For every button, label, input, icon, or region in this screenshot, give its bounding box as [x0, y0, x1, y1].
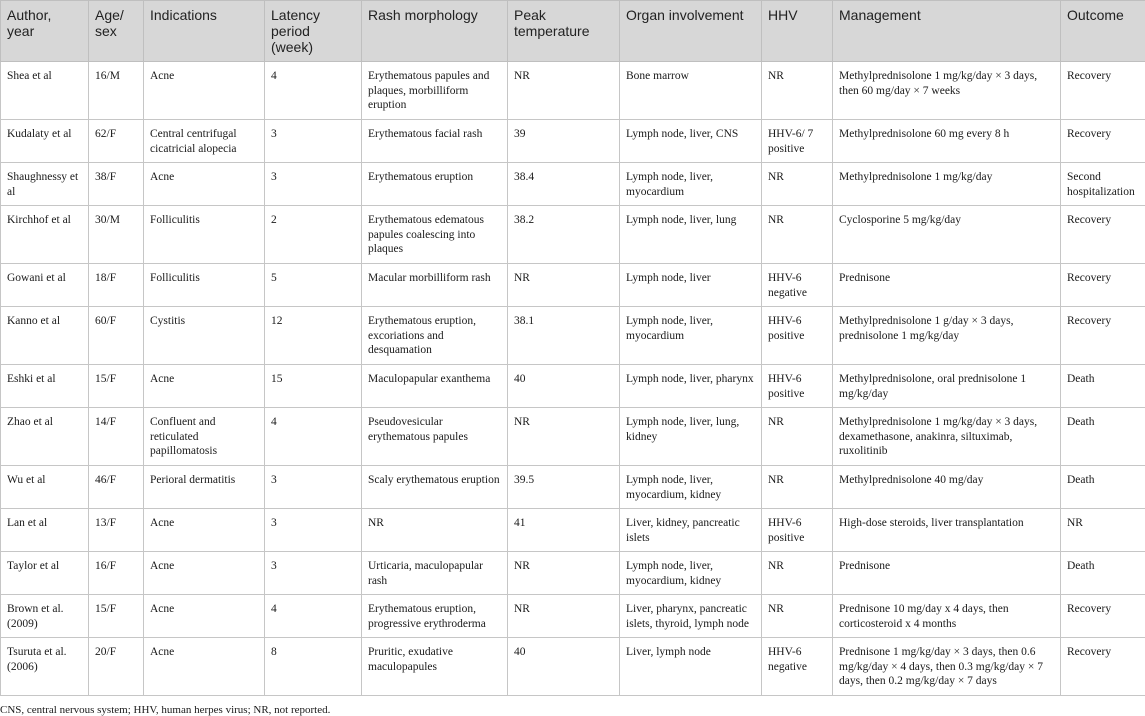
table-row [1, 509, 1145, 552]
cell-temperature: 38.2 [508, 206, 620, 264]
cell-indications: Folliculitis [144, 206, 265, 264]
cell-hhv: NR [762, 206, 833, 264]
cell-hhv: NR [762, 408, 833, 466]
cell-author: Eshki et al [1, 365, 89, 408]
header-hhv: HHV [762, 1, 833, 62]
cell-age-sex: 16/F [89, 552, 144, 595]
cell-rash: Maculopapular exanthema [362, 365, 508, 408]
cell-hhv: NR [762, 595, 833, 638]
cell-rash: Erythematous facial rash [362, 120, 508, 163]
cell-management: Methylprednisolone, oral prednisolone 1 mg/kg/day [833, 365, 1061, 408]
cell-indications: Acne [144, 365, 265, 408]
cell-organs: Lymph node, liver, lung [620, 206, 762, 264]
cell-organs: Lymph node, liver [620, 264, 762, 307]
cell-author: Kirchhof et al [1, 206, 89, 264]
cell-rash: Erythematous papules and plaques, morbilliform eruption [362, 62, 508, 120]
cell-indications: Cystitis [144, 307, 265, 365]
cell-author: Gowani et al [1, 264, 89, 307]
header-latency-period: Latency period (week) [265, 1, 362, 62]
cell-author: Taylor et al [1, 552, 89, 595]
cell-hhv: HHV-6 negative [762, 264, 833, 307]
cell-indications: Central centrifugal cicatricial alopecia [144, 120, 265, 163]
cell-organs: Liver, kidney, pancreatic islets [620, 509, 762, 552]
cell-latency: 15 [265, 365, 362, 408]
cell-management: Methylprednisolone 1 mg/kg/day [833, 163, 1061, 206]
table-row [1, 638, 1145, 696]
cell-outcome: Recovery [1061, 264, 1145, 307]
cell-outcome: Recovery [1061, 638, 1145, 696]
cell-indications: Acne [144, 638, 265, 696]
cell-temperature: NR [508, 552, 620, 595]
cell-age-sex: 16/M [89, 62, 144, 120]
table-row [1, 264, 1145, 307]
table-row [1, 307, 1145, 365]
cell-organs: Lymph node, liver, myocardium, kidney [620, 552, 762, 595]
cell-outcome: Recovery [1061, 62, 1145, 120]
cell-organs: Bone marrow [620, 62, 762, 120]
cell-rash: Pruritic, exudative maculopapules [362, 638, 508, 696]
cell-hhv: HHV-6 positive [762, 509, 833, 552]
cell-management: Methylprednisolone 1 g/day × 3 days, prednisolone 1 mg/kg/day [833, 307, 1061, 365]
cell-temperature: NR [508, 408, 620, 466]
cell-latency: 5 [265, 264, 362, 307]
cell-rash: Erythematous eruption, progressive erythroderma [362, 595, 508, 638]
cell-latency: 4 [265, 595, 362, 638]
cell-management: Methylprednisolone 1 mg/kg/day × 3 days, dexamethasone, anakinra, siltuximab, ruxolitinib [833, 408, 1061, 466]
table-row [1, 62, 1145, 120]
header-age-sex: Age/ sex [89, 1, 144, 62]
cell-age-sex: 14/F [89, 408, 144, 466]
cell-temperature: 38.1 [508, 307, 620, 365]
cell-author: Wu et al [1, 466, 89, 509]
cell-age-sex: 15/F [89, 365, 144, 408]
table-row [1, 595, 1145, 638]
header-organ-involvement: Organ involvement [620, 1, 762, 62]
cell-temperature: NR [508, 595, 620, 638]
cell-latency: 3 [265, 163, 362, 206]
cell-age-sex: 15/F [89, 595, 144, 638]
cell-organs: Lymph node, liver, myocardium [620, 307, 762, 365]
cell-latency: 3 [265, 120, 362, 163]
cell-outcome: Second hospitalization [1061, 163, 1145, 206]
cell-outcome: Death [1061, 408, 1145, 466]
cell-author: Tsuruta et al. (2006) [1, 638, 89, 696]
cell-indications: Acne [144, 552, 265, 595]
cell-hhv: NR [762, 466, 833, 509]
table-row [1, 206, 1145, 264]
cell-hhv: NR [762, 163, 833, 206]
cell-age-sex: 38/F [89, 163, 144, 206]
cell-latency: 4 [265, 62, 362, 120]
header-rash-morphology: Rash morphology [362, 1, 508, 62]
cell-temperature: NR [508, 264, 620, 307]
cell-indications: Perioral dermatitis [144, 466, 265, 509]
cell-organs: Lymph node, liver, CNS [620, 120, 762, 163]
cell-outcome: Recovery [1061, 206, 1145, 264]
cell-latency: 12 [265, 307, 362, 365]
cell-latency: 8 [265, 638, 362, 696]
table-row [1, 163, 1145, 206]
cell-hhv: HHV-6 positive [762, 365, 833, 408]
cell-management: Prednisone [833, 552, 1061, 595]
cell-indications: Acne [144, 163, 265, 206]
cell-management: High-dose steroids, liver transplantation [833, 509, 1061, 552]
cell-management: Methylprednisolone 1 mg/kg/day × 3 days, then 60 mg/day × 7 weeks [833, 62, 1061, 120]
cell-latency: 2 [265, 206, 362, 264]
cell-organs: Lymph node, liver, lung, kidney [620, 408, 762, 466]
cell-organs: Liver, lymph node [620, 638, 762, 696]
cell-rash: Urticaria, maculopapular rash [362, 552, 508, 595]
table-row [1, 120, 1145, 163]
header-peak-temperature: Peak temperature [508, 1, 620, 62]
header-row [1, 1, 1145, 62]
cell-management: Methylprednisolone 60 mg every 8 h [833, 120, 1061, 163]
table-row [1, 408, 1145, 466]
cell-author: Kanno et al [1, 307, 89, 365]
cell-outcome: NR [1061, 509, 1145, 552]
cell-rash: Scaly erythematous eruption [362, 466, 508, 509]
table-row [1, 466, 1145, 509]
cell-temperature: 41 [508, 509, 620, 552]
table-footnote: CNS, central nervous system; HHV, human herpes virus; NR, not reported. [0, 704, 331, 716]
header-author-year: Author, year [1, 1, 89, 62]
cell-hhv: NR [762, 62, 833, 120]
cell-organs: Lymph node, liver, myocardium, kidney [620, 466, 762, 509]
cell-hhv: HHV-6 positive [762, 307, 833, 365]
cell-latency: 3 [265, 552, 362, 595]
cell-indications: Folliculitis [144, 264, 265, 307]
cell-indications: Acne [144, 62, 265, 120]
cell-rash: Erythematous eruption, excoriations and desquamation [362, 307, 508, 365]
cell-age-sex: 62/F [89, 120, 144, 163]
cell-author: Lan et al [1, 509, 89, 552]
cell-indications: Confluent and reticulated papillomatosis [144, 408, 265, 466]
cell-outcome: Recovery [1061, 120, 1145, 163]
table-row [1, 552, 1145, 595]
cell-outcome: Death [1061, 552, 1145, 595]
cell-temperature: 40 [508, 638, 620, 696]
cell-age-sex: 46/F [89, 466, 144, 509]
cell-age-sex: 13/F [89, 509, 144, 552]
cell-author: Kudalaty et al [1, 120, 89, 163]
cell-temperature: 40 [508, 365, 620, 408]
cell-rash: Macular morbilliform rash [362, 264, 508, 307]
cell-temperature: NR [508, 62, 620, 120]
cell-latency: 3 [265, 509, 362, 552]
cell-outcome: Recovery [1061, 307, 1145, 365]
cell-age-sex: 30/M [89, 206, 144, 264]
cell-author: Shaughnessy et al [1, 163, 89, 206]
header-indications: Indications [144, 1, 265, 62]
cell-outcome: Death [1061, 466, 1145, 509]
cell-organs: Lymph node, liver, myocardium [620, 163, 762, 206]
header-management: Management [833, 1, 1061, 62]
cell-rash: Pseudovesicular erythematous papules [362, 408, 508, 466]
cell-management: Prednisone [833, 264, 1061, 307]
cell-hhv: HHV-6 negative [762, 638, 833, 696]
cell-latency: 3 [265, 466, 362, 509]
cell-management: Prednisone 10 mg/day x 4 days, then corticosteroid x 4 months [833, 595, 1061, 638]
cell-hhv: HHV-6/ 7 positive [762, 120, 833, 163]
cell-outcome: Recovery [1061, 595, 1145, 638]
cell-author: Brown et al. (2009) [1, 595, 89, 638]
cell-rash: Erythematous eruption [362, 163, 508, 206]
cell-indications: Acne [144, 509, 265, 552]
cell-organs: Lymph node, liver, pharynx [620, 365, 762, 408]
cell-author: Shea et al [1, 62, 89, 120]
cell-management: Prednisone 1 mg/kg/day × 3 days, then 0.6 mg/kg/day × 4 days, then 0.3 mg/kg/day × 7 days, then 0.2 mg/kg/day × 7 days [833, 638, 1061, 696]
cell-management: Cyclosporine 5 mg/kg/day [833, 206, 1061, 264]
cell-organs: Liver, pharynx, pancreatic islets, thyroid, lymph node [620, 595, 762, 638]
table-row [1, 365, 1145, 408]
cell-outcome: Death [1061, 365, 1145, 408]
cell-latency: 4 [265, 408, 362, 466]
cell-indications: Acne [144, 595, 265, 638]
cell-hhv: NR [762, 552, 833, 595]
cell-temperature: 39 [508, 120, 620, 163]
cell-author: Zhao et al [1, 408, 89, 466]
cell-age-sex: 60/F [89, 307, 144, 365]
cell-temperature: 39.5 [508, 466, 620, 509]
cell-age-sex: 20/F [89, 638, 144, 696]
cell-age-sex: 18/F [89, 264, 144, 307]
cell-rash: NR [362, 509, 508, 552]
cell-management: Methylprednisolone 40 mg/day [833, 466, 1061, 509]
cell-rash: Erythematous edematous papules coalescing into plaques [362, 206, 508, 264]
header-outcome: Outcome [1061, 1, 1145, 62]
cell-temperature: 38.4 [508, 163, 620, 206]
